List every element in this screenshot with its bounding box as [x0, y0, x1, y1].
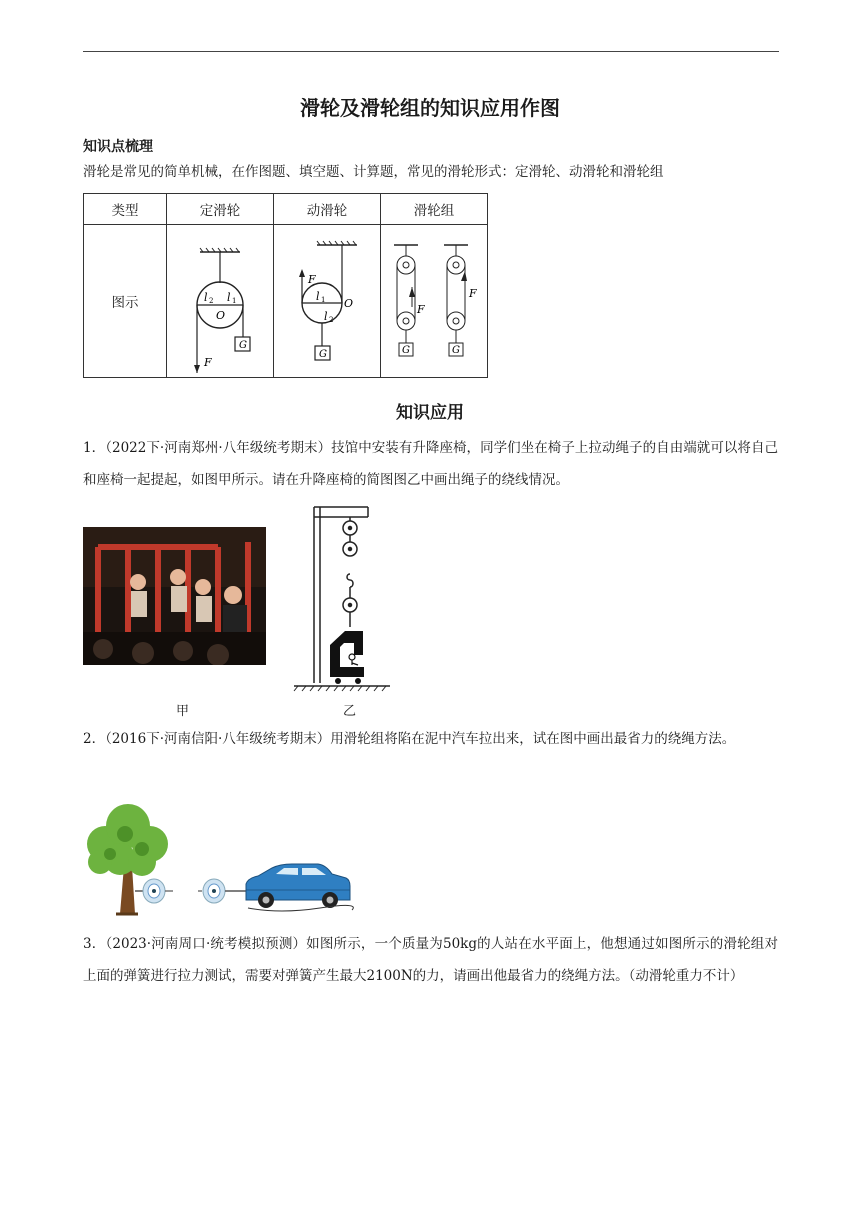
- question-1: [83, 432, 778, 496]
- force-label: F: [469, 287, 477, 300]
- arm-l2-sub: 2: [329, 316, 334, 324]
- arm-l2-label: l: [324, 310, 328, 323]
- table-header-movable: 动滑轮: [274, 194, 381, 225]
- arm-l1-sub: 1: [321, 296, 326, 304]
- movable-pulley-cell: [274, 225, 381, 378]
- lift-chair-photo: [83, 527, 266, 665]
- caption-jia: 甲: [176, 704, 190, 719]
- pulley-block-diagram: [381, 225, 487, 373]
- fixed-pulley-diagram: [167, 225, 273, 373]
- weight-label: G: [239, 340, 247, 351]
- question-text: （2016下·河南信阳·八年级统考期末）用滑轮组将陷在泥中汽车拉出来，试在图中画出最省力的绕绳方法。: [105, 731, 736, 747]
- question-text: （2023·河南周口·统考模拟预测）如图所示，一个质量为50kg的人站在水平面上，他想通过如图所示的滑轮组对上面的弹簧进行拉力测试，需要对弹簧产生最大2100N的力，请画出他最省力的绕绳方法。（动滑轮重力不计）: [83, 936, 778, 984]
- movable-pulley-diagram: [274, 225, 380, 373]
- weight-label: G: [402, 345, 410, 356]
- question-2: [83, 723, 778, 755]
- pivot-label: O: [216, 309, 226, 322]
- arm-l1-sub: 1: [232, 297, 237, 305]
- arm-l1-label: l: [227, 291, 231, 304]
- pulley-block-cell: [381, 225, 488, 378]
- question-number: 3．: [83, 936, 106, 952]
- caption-yi: 乙: [343, 704, 357, 719]
- pulley-types-table: [83, 193, 488, 378]
- lift-chair-schematic: [290, 505, 392, 693]
- table-header-fixed: 定滑轮: [167, 194, 274, 225]
- question-number: 2．: [83, 731, 106, 747]
- force-label: F: [204, 356, 212, 369]
- subheading: 知识应用: [396, 403, 464, 423]
- table-row-label: 图示: [84, 225, 167, 378]
- force-label: F: [308, 273, 316, 286]
- weight-label: G: [319, 349, 327, 360]
- arm-l2-label: l: [204, 291, 208, 304]
- question-3: [83, 928, 778, 992]
- table-header-block: 滑轮组: [381, 194, 488, 225]
- car-pulley-illustration: [80, 804, 355, 919]
- question-text: （2022下·河南郑州·八年级统考期末）技馆中安装有升降座椅，同学们坐在椅子上拉动绳子的自由端就可以将自己和座椅一起提起，如图甲所示。请在升降座椅的简图图乙中画出绳子的绕线情况。: [83, 440, 778, 488]
- question-number: 1．: [83, 440, 106, 456]
- car-icon: [246, 864, 353, 911]
- weight-label: G: [452, 345, 460, 356]
- arm-l1-label: l: [316, 290, 320, 303]
- intro-text: 滑轮是常见的简单机械，在作图题、填空题、计算题，常见的滑轮形式：定滑轮、动滑轮和滑轮组: [83, 164, 664, 180]
- force-label: F: [417, 303, 425, 316]
- page-title: 滑轮及滑轮组的知识应用作图: [300, 96, 560, 120]
- pivot-label: O: [344, 297, 354, 310]
- table-header-type: 类型: [84, 194, 167, 225]
- arm-l2-sub: 2: [209, 297, 214, 305]
- header-rule: [83, 51, 779, 52]
- fixed-pulley-cell: [167, 225, 274, 378]
- section-heading: 知识点梳理: [83, 139, 153, 155]
